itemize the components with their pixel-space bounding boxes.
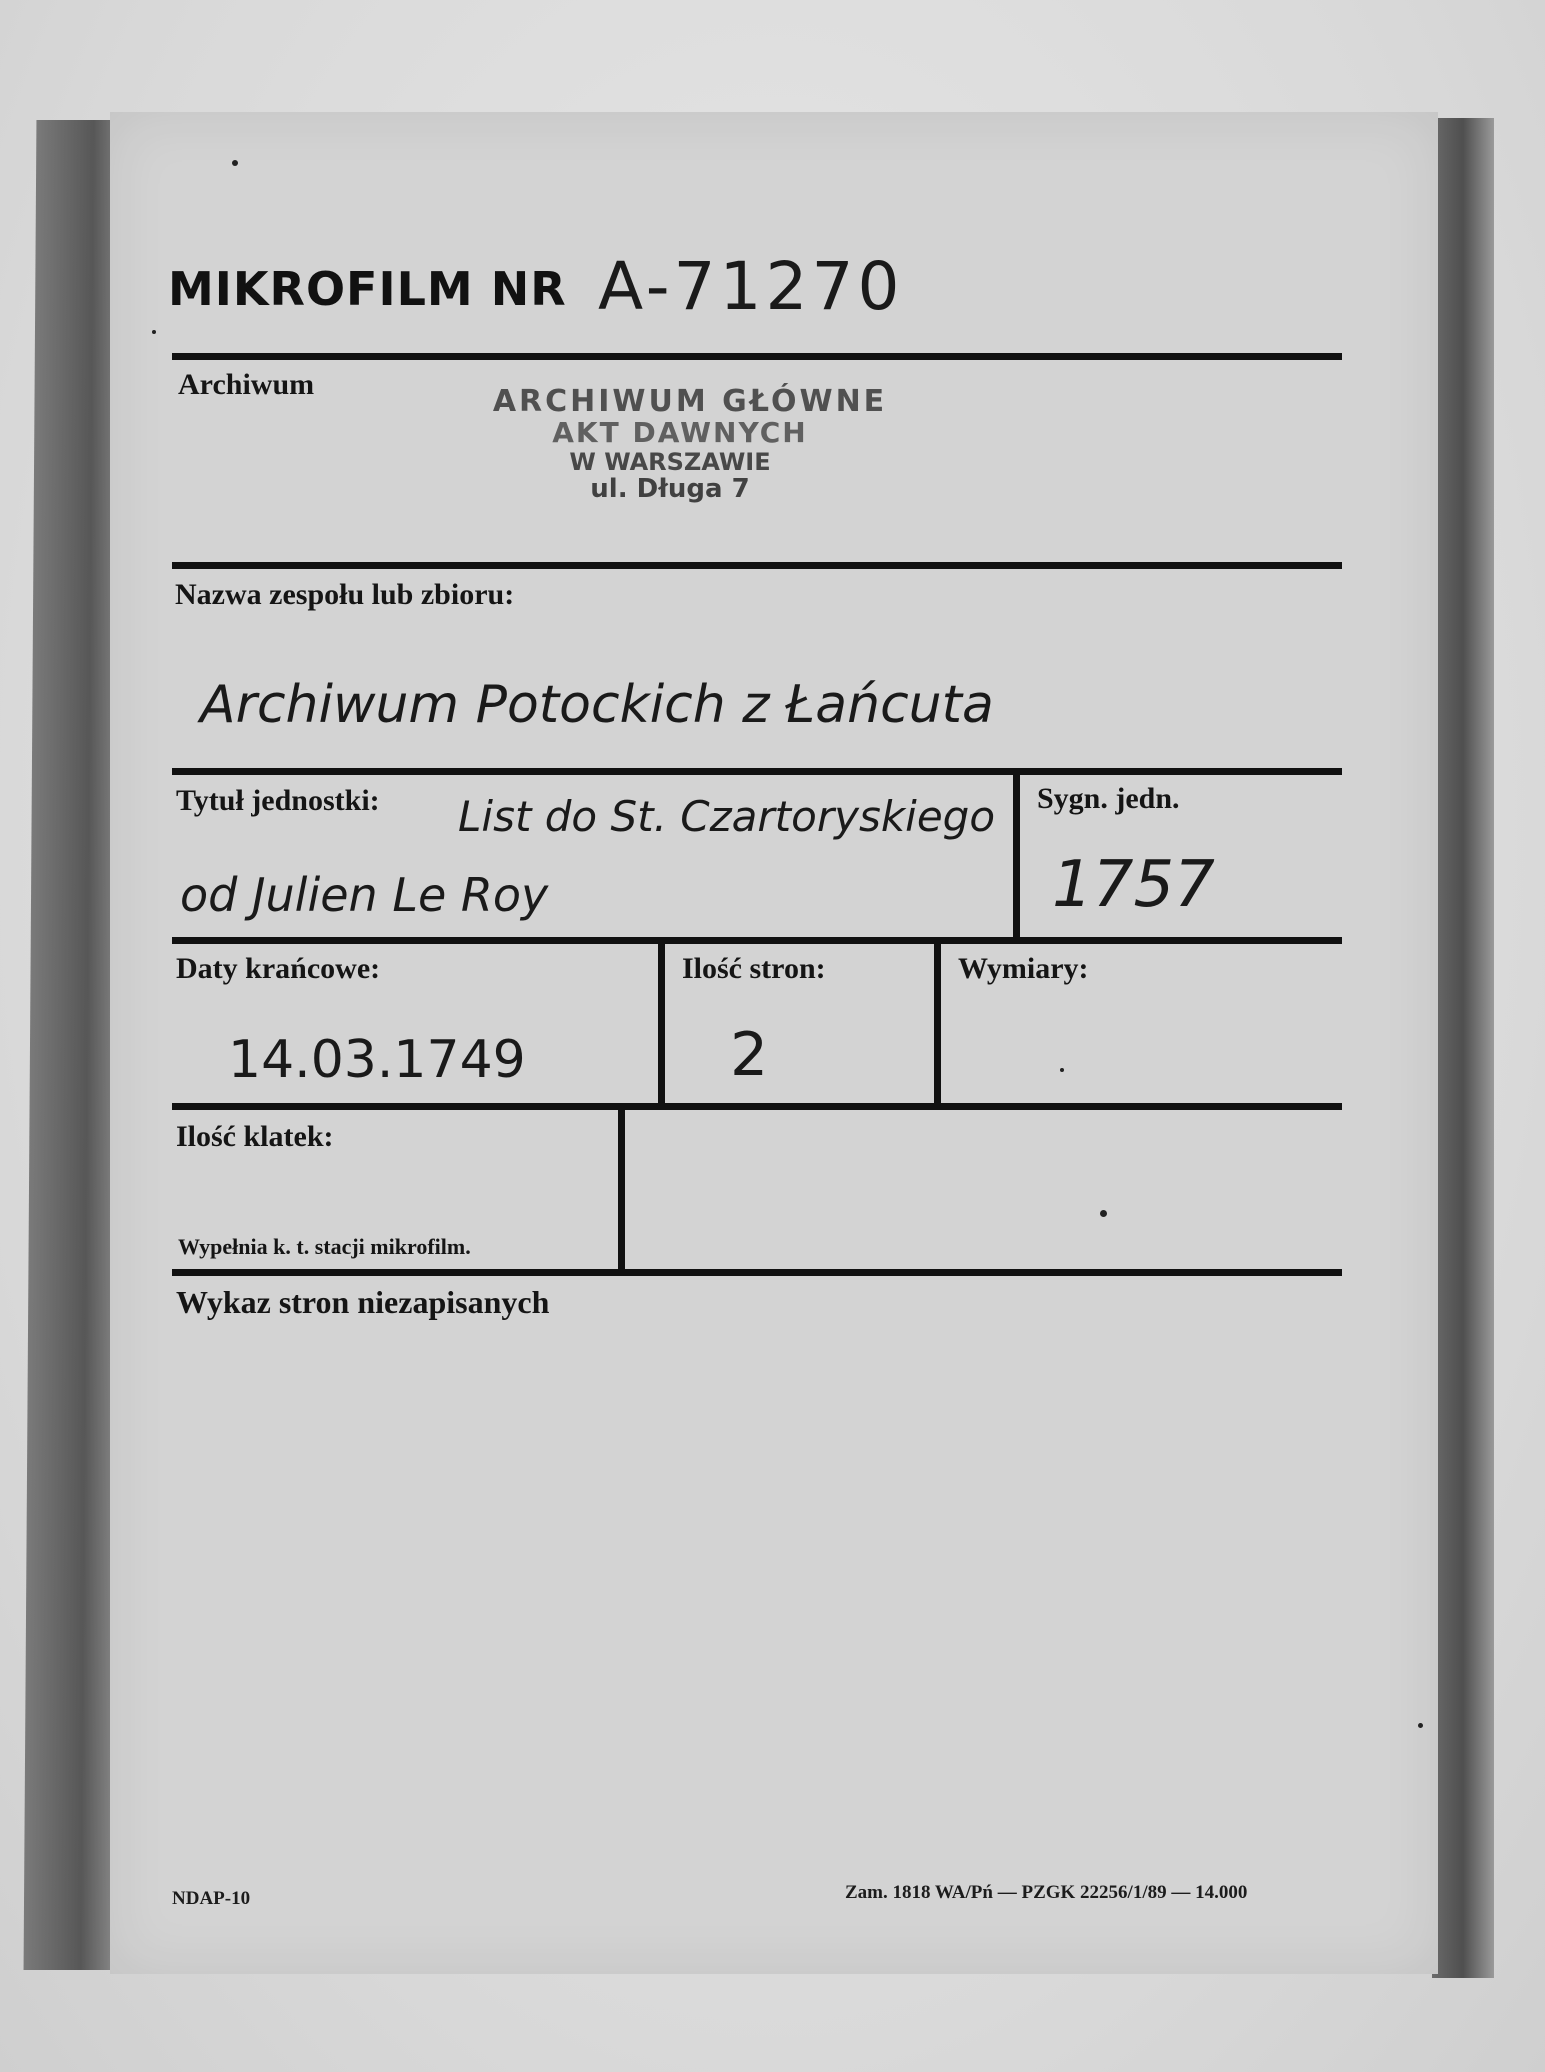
stamp-line-1: ARCHIWUM GŁÓWNE	[492, 384, 888, 419]
dust-speck	[1418, 1723, 1423, 1728]
signature-label: Sygn. jedn.	[1037, 782, 1180, 815]
form-code: NDAP-10	[172, 1888, 251, 1909]
rule-frames	[172, 1269, 1342, 1276]
rule-collection	[172, 768, 1342, 775]
microfilm-title: MIKROFILM NR	[168, 262, 567, 316]
archive-stamp	[430, 385, 950, 504]
collection-label: Nazwa zespołu lub zbioru:	[175, 578, 515, 611]
dust-speck	[1060, 1068, 1064, 1072]
unit-title-line1: List do St. Czartoryskiego	[458, 792, 996, 841]
dimensions-label: Wymiary:	[958, 952, 1089, 985]
dates-label: Daty krańcowe:	[176, 952, 381, 985]
archive-label: Archiwum	[178, 368, 315, 401]
unit-title-label: Tytuł jednostki:	[176, 784, 380, 817]
unit-title-line2: od Julien Le Roy	[180, 868, 549, 922]
dust-speck	[1100, 1210, 1107, 1217]
blank-pages-label: Wykaz stron niezapisanych	[176, 1284, 550, 1320]
rule-signature-divider	[1013, 772, 1020, 942]
rule-frames-divider	[618, 1108, 625, 1274]
stamp-line-3: W WARSZAWIE	[569, 447, 771, 476]
rule-dates	[172, 1103, 1342, 1110]
rule-archive	[172, 562, 1342, 569]
pages-label: Ilość stron:	[682, 952, 826, 985]
dust-speck	[152, 330, 156, 334]
card-shadow-right	[1432, 118, 1494, 1978]
rule-unit	[172, 937, 1342, 944]
dust-speck	[232, 160, 238, 166]
stamp-line-2: AKT DAWNYCH	[552, 416, 808, 449]
pages-value: 2	[730, 1020, 769, 1090]
rule-dates-divider	[658, 942, 665, 1108]
collection-value: Archiwum Potockich z Łańcuta	[200, 675, 994, 735]
print-info: Zam. 1818 WA/Pń — PZGK 22256/1/89 — 14.000	[845, 1882, 1248, 1903]
frames-label: Ilość klatek:	[176, 1120, 334, 1153]
stamp-line-4: ul. Długa 7	[590, 474, 750, 505]
signature-value: 1757	[1052, 848, 1215, 922]
rule-header	[172, 353, 1342, 360]
microfilm-number: A-71270	[598, 248, 904, 325]
frames-note: Wypełnia k. t. stacji mikrofilm.	[178, 1234, 471, 1259]
dates-value: 14.03.1749	[228, 1030, 526, 1090]
rule-pages-divider	[934, 942, 941, 1108]
